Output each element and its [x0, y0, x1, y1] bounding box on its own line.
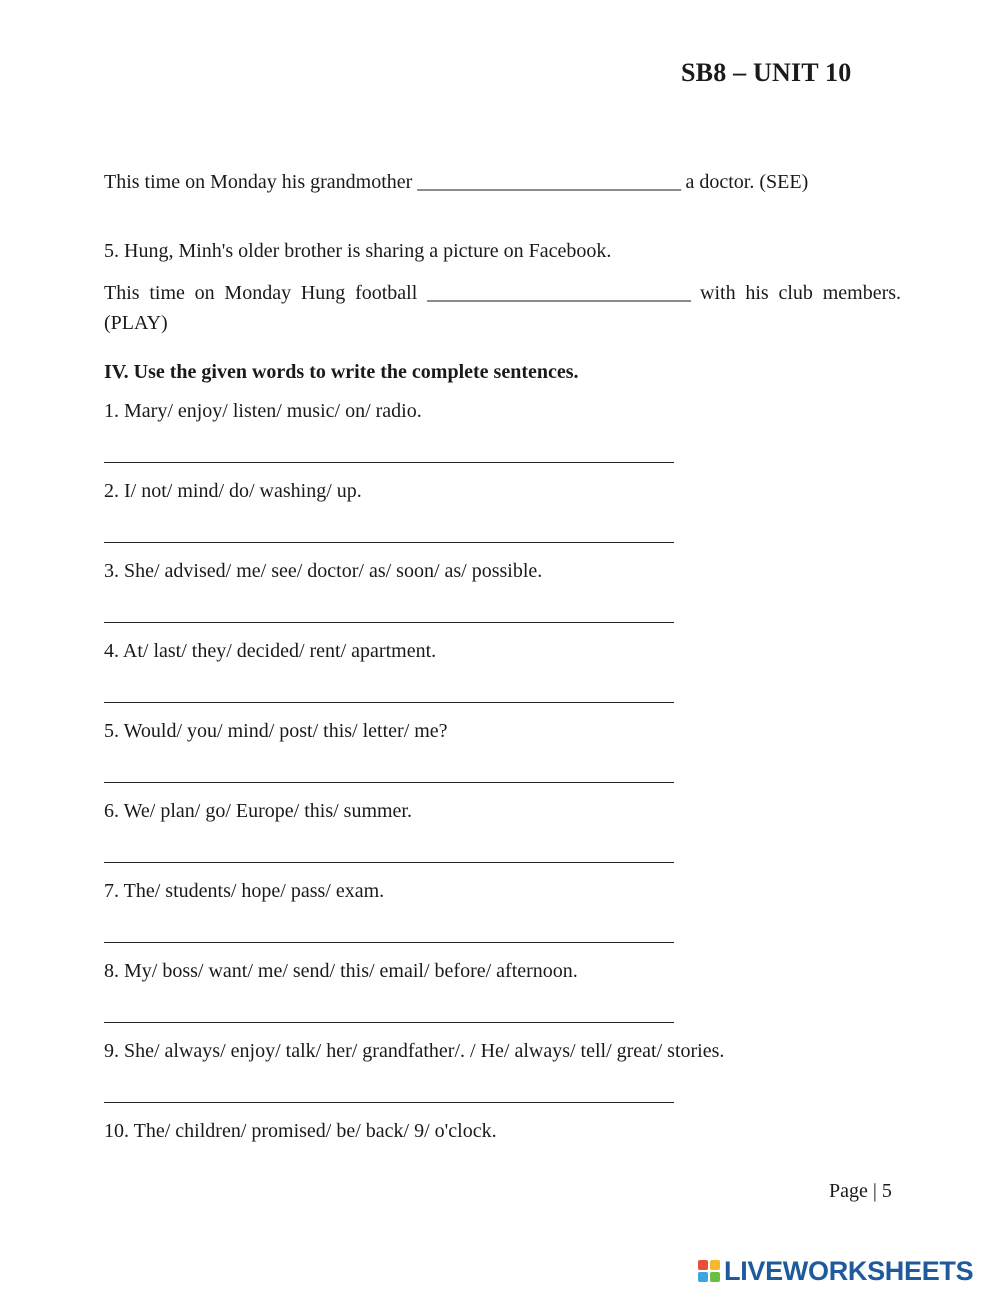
- sentence-text: This time on Monday his grandmother: [104, 171, 413, 193]
- answer-line-1[interactable]: [104, 462, 674, 463]
- section-heading: IV. Use the given words to write the complete sentences.: [104, 361, 579, 383]
- question-7: 7. The/ students/ hope/ pass/ exam.: [104, 880, 385, 902]
- answer-line-2[interactable]: [104, 542, 674, 543]
- question-9: 9. She/ always/ enjoy/ talk/ her/ grandfather/. / He/ always/ tell/ great/ stories.: [104, 1040, 725, 1062]
- exercise-prompt: 5. Hung, Minh's older brother is sharing a picture on Facebook.: [104, 240, 612, 262]
- answer-line-3[interactable]: [104, 622, 674, 623]
- question-6: 6. We/ plan/ go/ Europe/ this/ summer.: [104, 800, 412, 822]
- question-5: 5. Would/ you/ mind/ post/ this/ letter/ me?: [104, 720, 448, 742]
- question-2: 2. I/ not/ mind/ do/ washing/ up.: [104, 480, 362, 502]
- answer-line-6[interactable]: [104, 862, 674, 863]
- question-4: 4. At/ last/ they/ decided/ rent/ apartment.: [104, 640, 437, 662]
- answer-line-5[interactable]: [104, 782, 674, 783]
- sentence-hint: a doctor. (SEE): [685, 171, 809, 193]
- logo-text: LIVEWORKSHEETS: [724, 1255, 974, 1286]
- answer-line-7[interactable]: [104, 942, 674, 943]
- exercise-sentence: [104, 278, 901, 338]
- question-10: 10. The/ children/ promised/ be/ back/ 9/ o'clock.: [104, 1120, 497, 1142]
- unit-title: SB8 – UNIT 10: [681, 58, 852, 87]
- liveworksheets-logo: [698, 1256, 973, 1286]
- question-8: 8. My/ boss/ want/ me/ send/ this/ email/ before/ afternoon.: [104, 960, 578, 982]
- page-number: Page | 5: [829, 1180, 892, 1202]
- question-3: 3. She/ advised/ me/ see/ doctor/ as/ soon/ as/ possible.: [104, 560, 543, 582]
- logo-block: [710, 1260, 720, 1270]
- exercise-sentence: [104, 167, 901, 197]
- logo-block: [698, 1272, 708, 1282]
- answer-line-9[interactable]: [104, 1102, 674, 1103]
- answer-blank[interactable]: ____________________________: [427, 282, 691, 304]
- logo-blocks-icon: [698, 1260, 720, 1282]
- question-1: 1. Mary/ enjoy/ listen/ music/ on/ radio.: [104, 400, 422, 422]
- answer-blank[interactable]: ____________________________: [417, 171, 681, 193]
- logo-block: [698, 1260, 708, 1270]
- logo-block: [710, 1272, 720, 1282]
- sentence-text: This time on Monday Hung football: [104, 282, 418, 304]
- answer-line-4[interactable]: [104, 702, 674, 703]
- sentence-hint: with his club members. (PLAY): [104, 282, 902, 334]
- answer-line-8[interactable]: [104, 1022, 674, 1023]
